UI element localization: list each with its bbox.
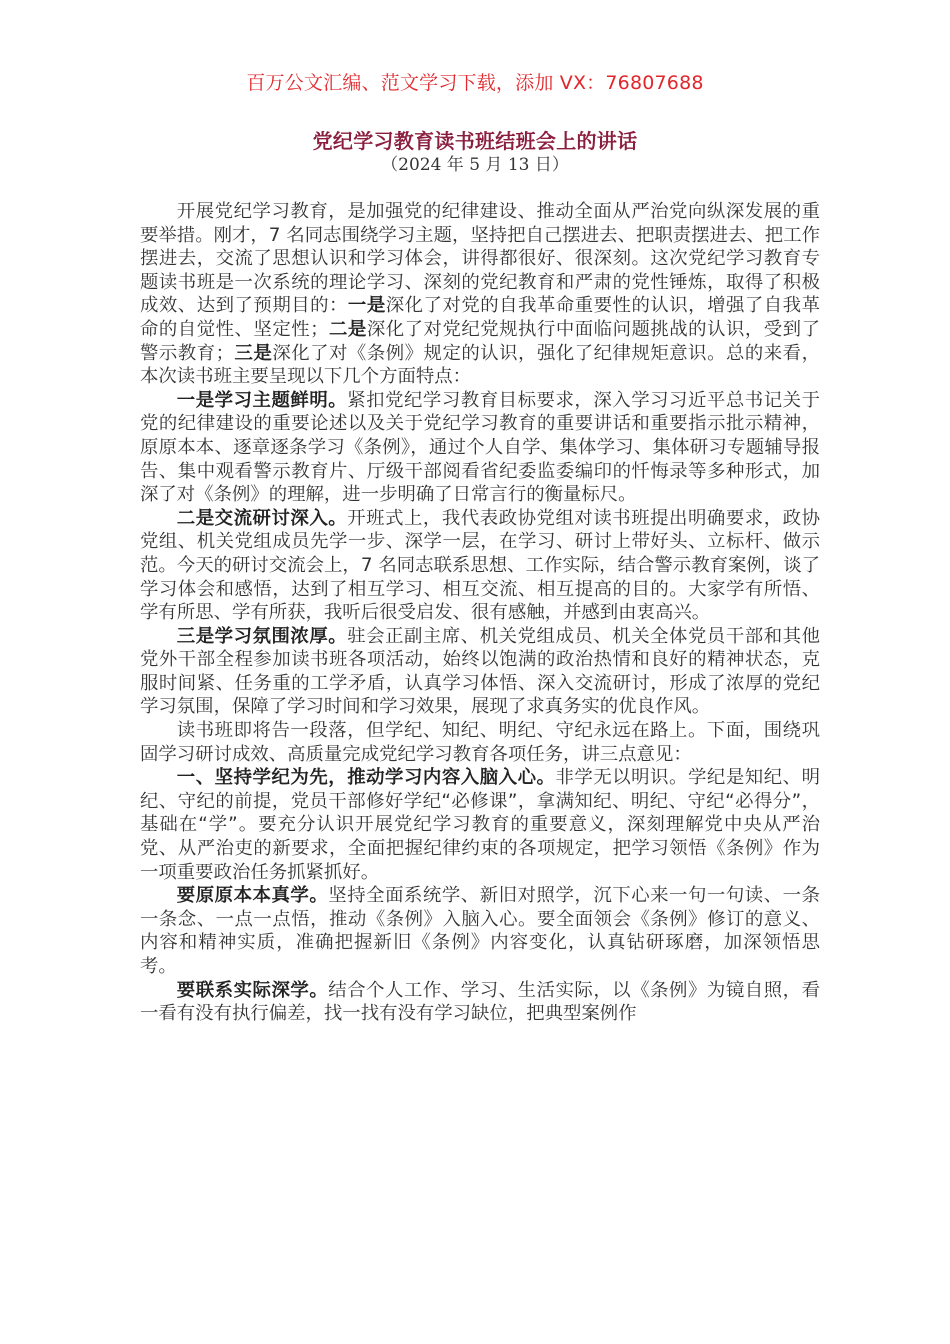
document-body [140,200,820,1026]
paragraph [140,200,820,389]
bold-heading-text: 一、坚持学纪为先，推动学习内容入脑入心。 [176,767,556,789]
document-date: （2024 年 5 月 13 日） [381,155,569,175]
body-text: 开展党纪学习教育，是加强党的纪律建设、推动全面从严治党向纵深发展的重要举措。刚才，7 名同志围绕学习主题，坚持把自己摆进去、把职责摆进去、把工作摆进去，交流了思想认识和学习体会，讲得都很好、很深刻。这次党纪学习教育专题读书班是一次系统的理论学习、深刻的党纪教育和严肃的党性锤炼，取得了积极成效、达到了预期目的： [140,201,820,317]
bold-heading-text: 三是学习氛围浓厚。 [176,625,348,647]
bold-heading-text: 三是 [234,342,273,364]
body-text: 深化了对党的自我革命重要性的认识，增强了自我革命的自觉性、坚定性； [140,295,820,340]
body-text: 坚持全面系统学、新旧对照学，沉下心来一句一句读、一条一条念、一点一点悟，推动《条例》入脑入心。要全面领会《条例》修订的意义、内容和精神实质，准确把握新旧《条例》内容变化，认真钻研琢磨，加深领悟思考。 [140,885,820,977]
body-text: 非学无以明识。学纪是知纪、明纪、守纪的前提，党员干部修好学纪“必修课”，拿满知纪、明纪、守纪“必得分”，基础在“学”。要充分认识开展党纪学习教育的重要意义，深刻理解党中央从严治党、从严治吏的新要求，全面把握纪律约束的各项规定，把学习领悟《条例》作为一项重要政治任务抓紧抓好。 [140,767,820,883]
body-text: 读书班即将告一段落，但学纪、知纪、明纪、守纪永远在路上。下面，围绕巩固学习研讨成效、高质量完成党纪学习教育各项任务，讲三点意见： [140,720,820,765]
body-text: 结合个人工作、学习、生活实际，以《条例》为镜自照，看一看有没有执行偏差，找一找有没有学习缺位，把典型案例作 [140,979,820,1025]
document-title: 党纪学习教育读书班结班会上的讲话 [312,129,638,153]
bold-heading-text: 二是交流研讨深入。 [176,507,348,529]
paragraph [140,719,820,766]
bold-heading-text: 一是学习主题鲜明。 [176,389,348,411]
body-text: 深化了对《条例》规定的认识，强化了纪律规矩意识。总的来看，本次读书班主要呈现以下几个方面特点： [140,342,820,388]
bold-heading-text: 二是 [328,318,367,340]
paragraph [140,979,820,1026]
body-text: 紧扣党纪学习教育目标要求，深入学习习近平总书记关于党的纪律建设的重要论述以及关于党纪学习教育的重要讲话和重要指示批示精神，原原本本、逐章逐条学习《条例》，通过个人自学、集体学习、集体研习专题辅导报告、集中观看警示教育片、厅级干部阅看省纪委监委编印的忏悔录等多种形式，加深了对《条例》的理解，进一步明确了日常言行的衡量标尺。 [140,389,820,506]
body-text: 开班式上，我代表政协党组对读书班提出明确要求，政协党组、机关党组成员先学一步、深学一层，在学习、研讨上带好头、立标杆、做示范。今天的研讨交流会上，7 名同志联系思想、工作实际，结合警示教育案例，谈了学习体会和感悟，达到了相互学习、相互交流、相互提高的目的。大家学有所悟、学有所思、学有所获，我听后很受启发、很有感触，并感到由衷高兴。 [140,507,820,624]
paragraph [140,507,820,625]
body-text: 驻会正副主席、机关党组成员、机关全体党员干部和其他党外干部全程参加读书班各项活动，始终以饱满的政治热情和良好的精神状态，克服时间紧、任务重的工学矛盾，认真学习体悟、深入交流研讨，形成了浓厚的党纪学习氛围，保障了学习时间和学习效果，展现了求真务实的优良作风。 [140,625,820,718]
bold-heading-text: 一是 [347,295,386,317]
watermark-banner: 百万公文汇编、范文学习下载，添加 VX：76807688 [246,72,704,94]
paragraph [140,625,820,719]
bold-heading-text: 要联系实际深学。 [176,979,329,1001]
body-text: 深化了对党纪党规执行中面临问题挑战的认识，受到了警示教育； [140,318,820,364]
paragraph [140,766,820,884]
paragraph [140,884,820,978]
paragraph [140,389,820,507]
bold-heading-text: 要原原本本真学。 [176,885,329,907]
